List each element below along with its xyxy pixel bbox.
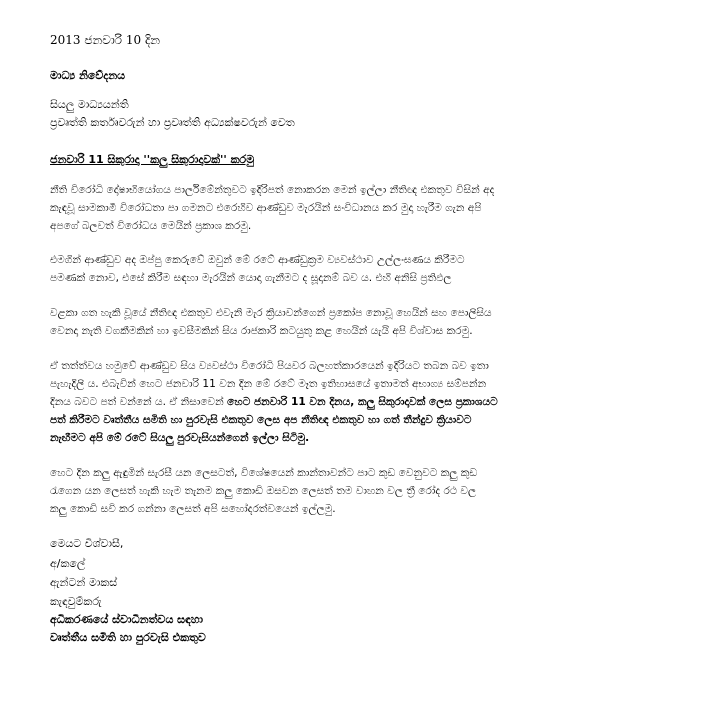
document-title: ජනවාරි 11 සිකුරාදා ''කලු සිකුරාදාවක්'' කරමු: [50, 153, 255, 166]
paragraph-3-line: වළකා ගත හැකි වූයේ නීතිඥ එකතුව එවැනි මැර ක්‍රියාවන්ගෙන් ප්‍රකෝප නොවූ හෙයින් සහ පොලිසිය: [50, 307, 492, 319]
paragraph-4-text: දිනය බවට පත් වන්නේ ය. ඒ නිසාවෙන්: [50, 396, 224, 408]
document-date: 2013 ජනවාරි 10 දින: [50, 33, 161, 47]
paragraph-4-line: ඒ තත්ත්වය හමුවේ ආණ්ඩුව සිය ව්‍යවස්ථා විරෝධි පියවර බලහත්කාරයෙන් ඉදිරියට තබන බව ඉතා: [50, 360, 489, 372]
recipient-line-2: ප්‍රවෘත්ති කර්තෘවරුන් හා ප්‍රවෘත්ති අධ්‍යක්ෂවරුන් වෙත: [50, 116, 295, 129]
document-heading: මාධ්‍ය නිවේදනය: [50, 69, 126, 82]
paragraph-1-line: කැඳවූ සාමකාමී විරෝධතා පා ගමනට එරෙහිව ආණ්ඩුව මැරයින් සංවිධානය කර මුදා හැරීම ගැන අපි: [50, 202, 482, 214]
signatory-line: ඇන්ටන් මාකස්: [50, 576, 118, 589]
organization-line: වෘත්තීය සමිති හා පුරවැසි එකතුව: [50, 631, 206, 644]
paragraph-4-line: පැහැදිලි ය. එබැවින් හෙට ජනවාරි 11 වන දින මේ රටේ මෑත ඉතිහාසයේ ඉතාමත් අභාග්‍ය සම්පන්න: [50, 378, 487, 390]
signatory-line: කැඳවුම්කරු: [50, 595, 102, 608]
paragraph-1-line: නීති විරෝධි දෝෂාභියෝගය පාර්ලිමේන්තුවට ඉදිරිපත් නොකරන මෙන් ඉල්ලා නීතිඥ එකතුව විසින් අද: [50, 184, 495, 196]
paragraph-4-bold-start: හෙට ජනවාරි 11 වන දිනය, කලු සිකුරාදාවක් ලෙස ප්‍රකාශයට: [227, 396, 498, 408]
paragraph-4-bold-line: පත් කිරීමට වෘත්තීය සමිති හා පුරවැසි එකතුව ලෙස අප නීතිඥ එකතුව හා ගත් තීන්දුව ක්‍රියාවට: [50, 414, 472, 426]
paragraph-5-line: රැගෙන යන ලෙසත් හැකි හැම තැනම කලු කොඩි ඔසවන ලෙසත් තම වාහන වල ත්‍රී රෝද රථ වල: [50, 485, 477, 497]
paragraph-3-line: වෙනදා නැති වගකීමකින් හා ඉවසීමකින් සිය රාජකාරි කටයුතු කළ හෙයින් යැයි අපි විශ්වාස කරමු.: [50, 325, 473, 337]
closing-line: මෙයට විශ්වාසී,: [50, 537, 124, 550]
paragraph-1-line: අපගේ බලවත් විරෝධය මෙයින් ප්‍රකාශ කරමු.: [50, 220, 252, 232]
paragraph-4-bold-line: නැඟීමට අපි මේ රටේ සියලු පුරවැසියන්ගෙන් ඉල්ලා සිටිමු.: [50, 432, 310, 444]
recipient-line-1: සියලු මාධ්‍යයන්ති: [50, 98, 129, 111]
organization-line: අධිකරණයේ ස්වාධීනත්වය සඳහා: [50, 613, 203, 626]
paragraph-5-line: හෙට දින කලු ඇඳුමින් සැරසී යන ලෙසටත්, විශේෂයෙන් කාන්තාවන්ට පාට කුඩ වෙනුවට කලු කුඩ: [50, 467, 478, 479]
paragraph-5-line: කලු කොඩි සවි කර ගන්නා ලෙසත් අපි සහෝදරත්වයෙන් ඉල්ලමු.: [50, 503, 336, 515]
signatory-line: අ/කලේ: [50, 557, 86, 570]
paragraph-4-line: [50, 395, 498, 409]
paragraph-2-line: පමණක් නොව, එසේ කිරීම සඳහා මැරයින් යොදා ගැනීමට ද සූදානම් බව ය. එහි අනිසි ප්‍රතිඵල: [50, 272, 452, 284]
paragraph-2-line: එමගින් ආණ්ඩුව අද ඔප්පු කෙරුවේ ඔවුන් මේ රටේ ආණ්ඩුක්‍රම ව්‍යවස්ථාව උල්ලංඝණය කිරීමට: [50, 254, 465, 266]
